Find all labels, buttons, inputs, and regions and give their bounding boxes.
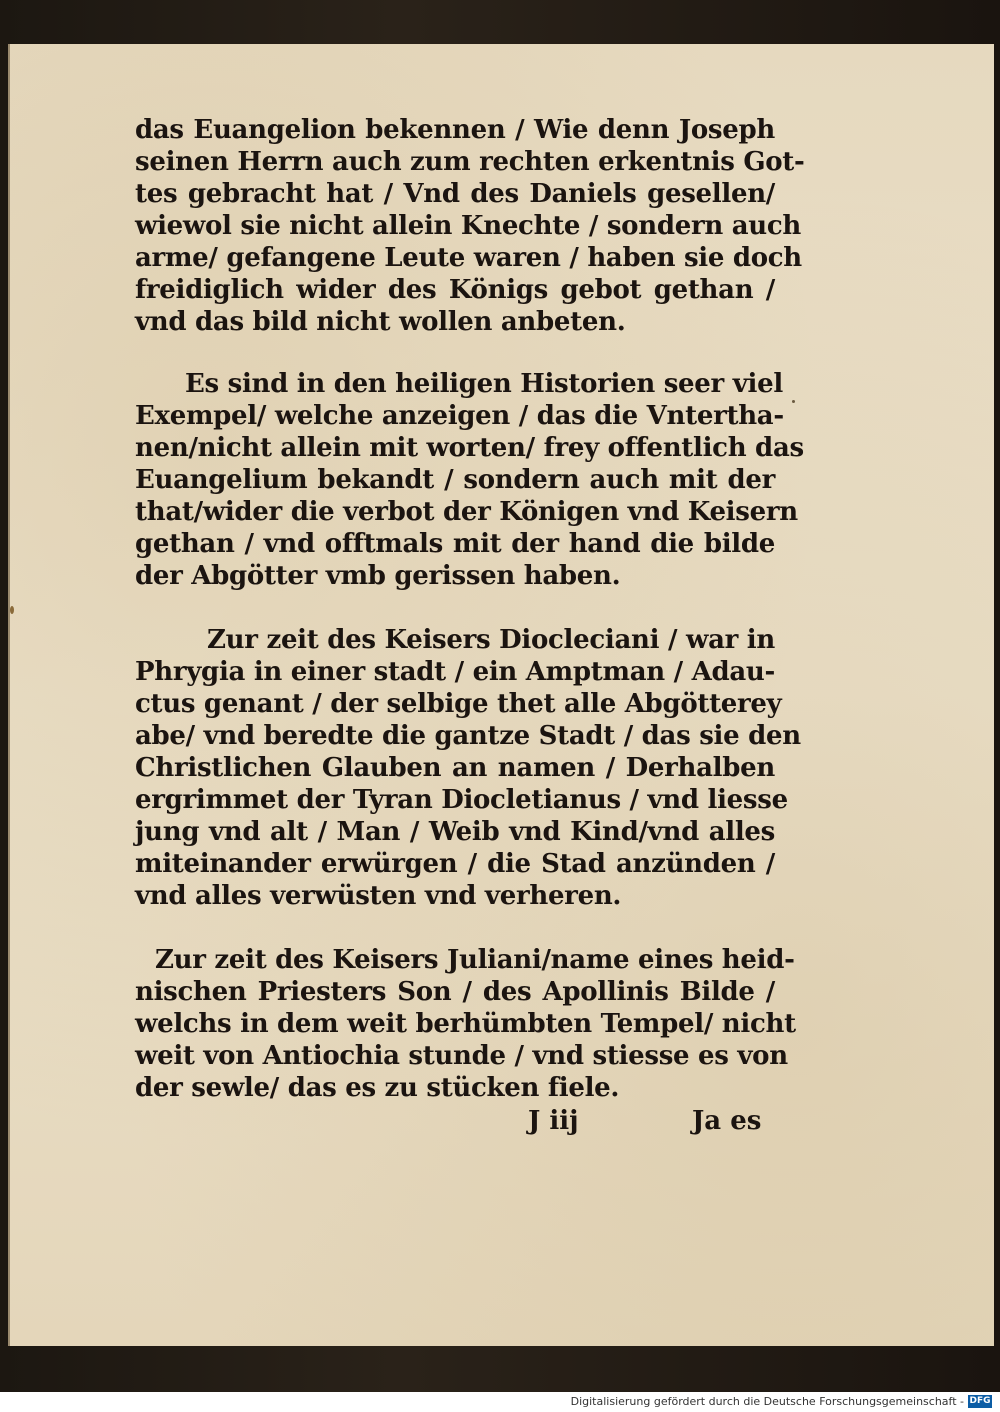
text-line: abe/ vnd beredte die gantze Stadt / das sie den — [135, 721, 801, 751]
text-line: nen/nicht allein mit worten/ frey offentlich das — [135, 433, 804, 463]
text-line: vnd alles verwüsten vnd verheren. — [135, 881, 622, 911]
digitization-footer — [0, 1392, 1000, 1412]
text-line: ergrimmet der Tyran Diocletianus / vnd liesse — [135, 785, 788, 815]
text-line: weit von Antiochia stunde / vnd stiesse es von — [135, 1041, 788, 1071]
text-line: Euangelium bekandt / sondern auch mit der — [135, 465, 775, 495]
text-line: arme/ gefangene Leute waren / haben sie doch — [135, 243, 802, 273]
text-line: der sewle/ das es zu stücken fiele. — [135, 1073, 620, 1103]
text-line: gethan / vnd offtmals mit der hand die bilde — [135, 529, 775, 559]
paragraph-2 — [135, 368, 804, 592]
text-line: nischen Priesters Son / des Apollinis Bilde / — [135, 977, 775, 1007]
text-line: Es sind in den heiligen Historien seer viel — [185, 369, 783, 399]
footer-credit: Digitalisierung gefördert durch die Deutsche Forschungsgemeinschaft - — [570, 1395, 964, 1408]
text-line: Exempel/ welche anzeigen / das die Vntertha- — [135, 401, 784, 431]
paper-speck — [10, 606, 14, 614]
text-line: seinen Herrn auch zum rechten erkentnis Got- — [135, 147, 805, 177]
catchword: Ja es — [692, 1106, 762, 1136]
dfg-logo: DFG — [969, 1396, 991, 1406]
text-line: Zur zeit des Keisers Diocleciani / war in — [207, 625, 775, 655]
text-line: Phrygia in einer stadt / ein Amptman / Adau- — [135, 657, 775, 687]
text-line: welchs in dem weit berhümbten Tempel/ nicht — [135, 1009, 796, 1039]
text-line: das Euangelion bekennen / Wie denn Joseph — [135, 115, 775, 145]
text-line: wiewol sie nicht allein Knechte / sondern auch — [135, 211, 801, 241]
text-line: tes gebracht hat / Vnd des Daniels gesellen/ — [135, 179, 775, 209]
text-line: that/wider die verbot der Königen vnd Keisern — [135, 497, 798, 527]
paragraph-1 — [135, 114, 805, 338]
text-line: vnd das bild nicht wollen anbeten. — [135, 307, 626, 337]
text-line: freidiglich wider des Königs gebot gethan / — [135, 275, 775, 305]
paragraph-4 — [135, 944, 796, 1104]
text-line: Christlichen Glauben an namen / Derhalben — [135, 753, 775, 783]
text-line: Zur zeit des Keisers Juliani/name eines heid- — [155, 945, 795, 975]
text-line: jung vnd alt / Man / Weib vnd Kind/vnd alles — [135, 817, 775, 847]
text-line: ctus genant / der selbige thet alle Abgötterey — [135, 689, 782, 719]
paragraph-3 — [135, 624, 801, 912]
text-line: miteinander erwürgen / die Stad anzünden / — [135, 849, 775, 879]
signature-mark: J iij — [528, 1106, 579, 1136]
page-signature-row — [520, 1106, 780, 1146]
paper-speck — [792, 400, 795, 403]
text-line: der Abgötter vmb gerissen haben. — [135, 561, 621, 591]
